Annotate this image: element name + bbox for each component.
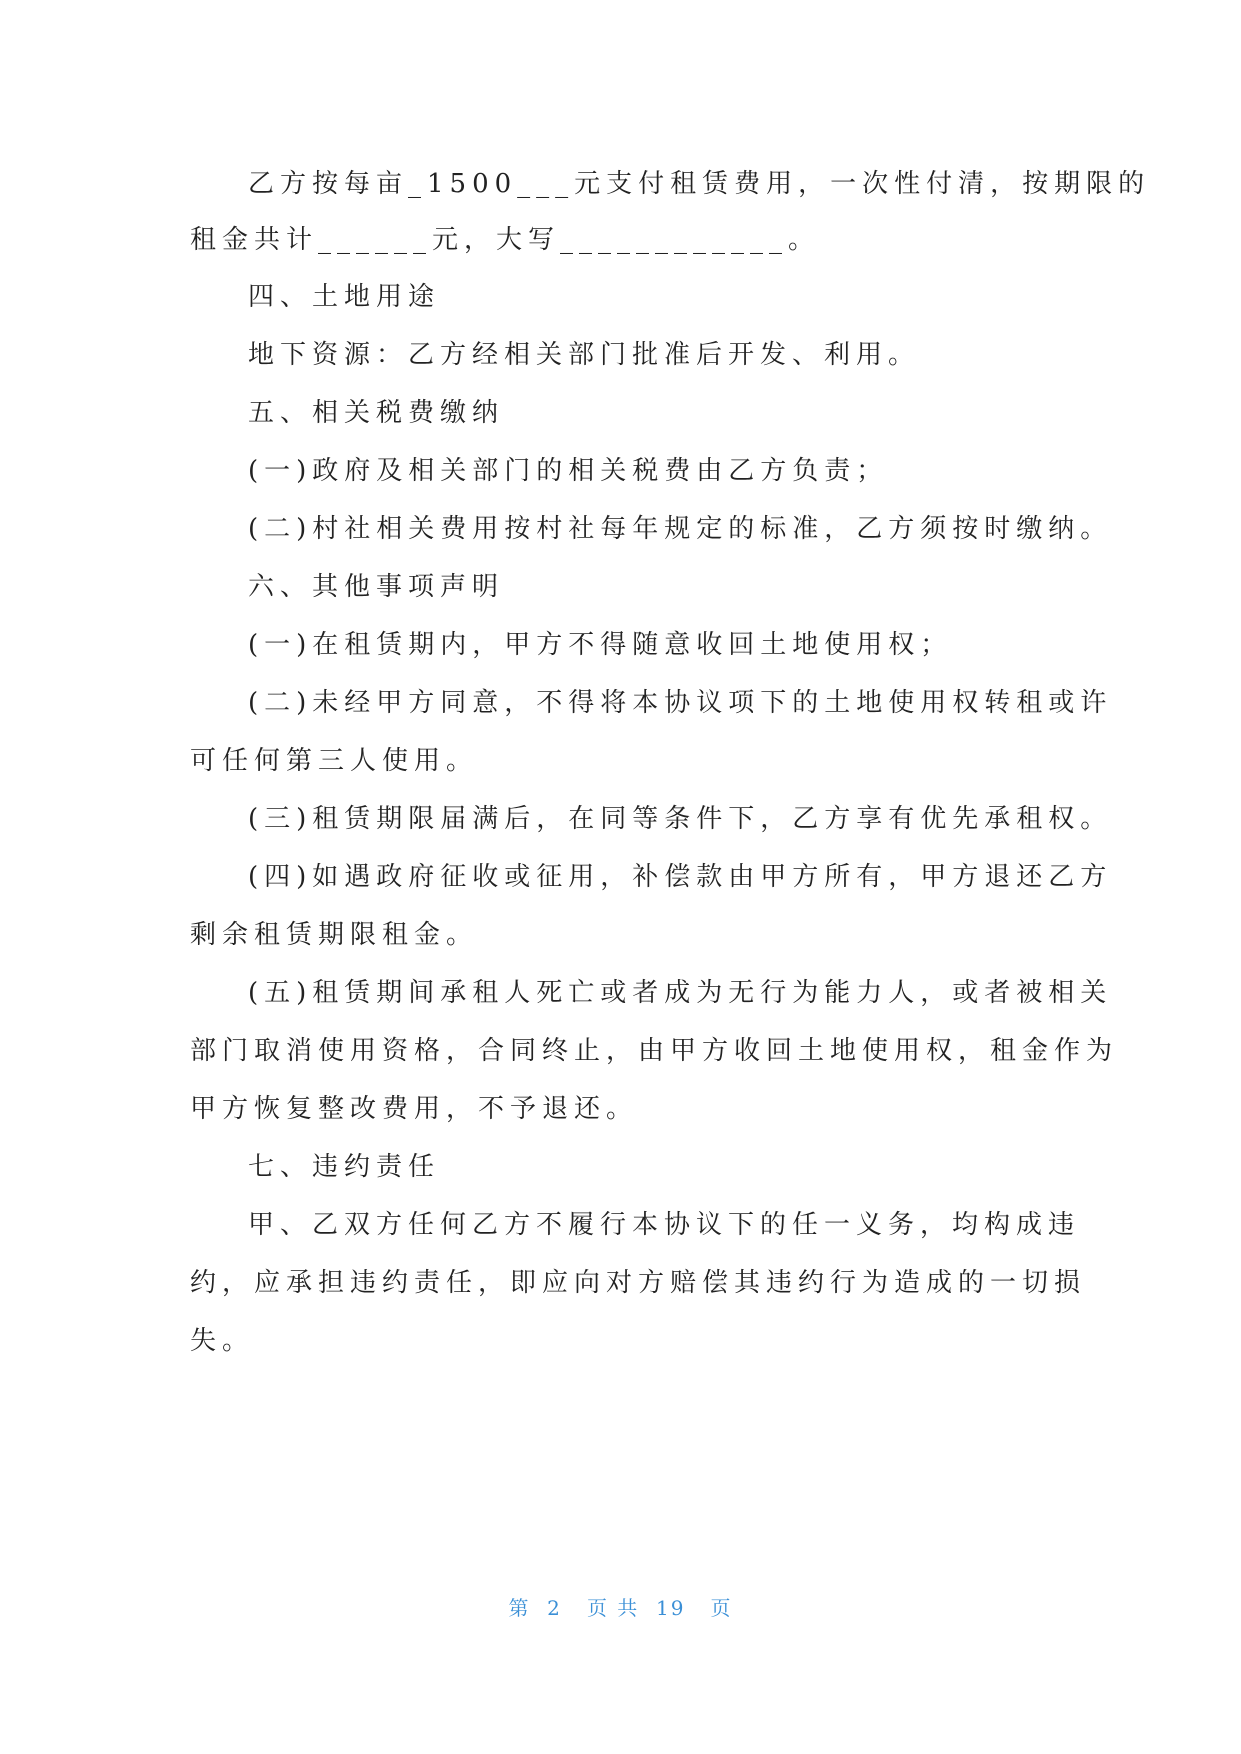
section-heading-other-matters: 六、其他事项声明 — [248, 572, 505, 602]
clause-other-2-cont: 可任何第三人使用。 — [190, 746, 479, 776]
body-line-underground-resources: 地下资源：乙方经相关部门批准后开发、利用。 — [248, 340, 921, 370]
body-line-1: 乙方按每亩_1500___元支付租赁费用，一次性付清，按期限的 — [248, 169, 1151, 199]
clause-other-4: (四)如遇政府征收或征用，补偿款由甲方所有，甲方退还乙方 — [248, 862, 1113, 892]
section-heading-liability: 七、违约责任 — [248, 1152, 441, 1182]
clause-liability-cont-2: 失。 — [190, 1326, 255, 1356]
clause-other-3: (三)租赁期限届满后，在同等条件下，乙方享有优先承租权。 — [248, 804, 1113, 834]
clause-other-5-cont-1: 部门取消使用资格，合同终止，由甲方收回土地使用权，租金作为 — [190, 1036, 1119, 1066]
clause-liability-cont-1: 约，应承担违约责任，即应向对方赔偿其违约行为造成的一切损 — [190, 1268, 1087, 1298]
body-line-2: 租金共计______元，大写____________。 — [190, 225, 821, 255]
clause-other-2: (二)未经甲方同意，不得将本协议项下的土地使用权转租或许 — [248, 688, 1113, 718]
section-heading-land-use: 四、土地用途 — [248, 282, 441, 312]
clause-other-4-cont: 剩余租赁期限租金。 — [190, 920, 479, 950]
clause-tax-2: (二)村社相关费用按村社每年规定的标准，乙方须按时缴纳。 — [248, 514, 1113, 544]
clause-tax-1: (一)政府及相关部门的相关税费由乙方负责； — [248, 456, 889, 486]
page-number-footer: 第 2 页 共 19 页 — [508, 1596, 733, 1620]
section-heading-taxes: 五、相关税费缴纳 — [248, 398, 505, 428]
clause-other-1: (一)在租赁期内，甲方不得随意收回土地使用权； — [248, 630, 953, 660]
clause-liability: 甲、乙双方任何乙方不履行本协议下的任一义务，均构成违 — [248, 1210, 1081, 1240]
clause-other-5-cont-2: 甲方恢复整改费用，不予退还。 — [190, 1094, 639, 1124]
clause-other-5: (五)租赁期间承租人死亡或者成为无行为能力人，或者被相关 — [248, 978, 1113, 1008]
